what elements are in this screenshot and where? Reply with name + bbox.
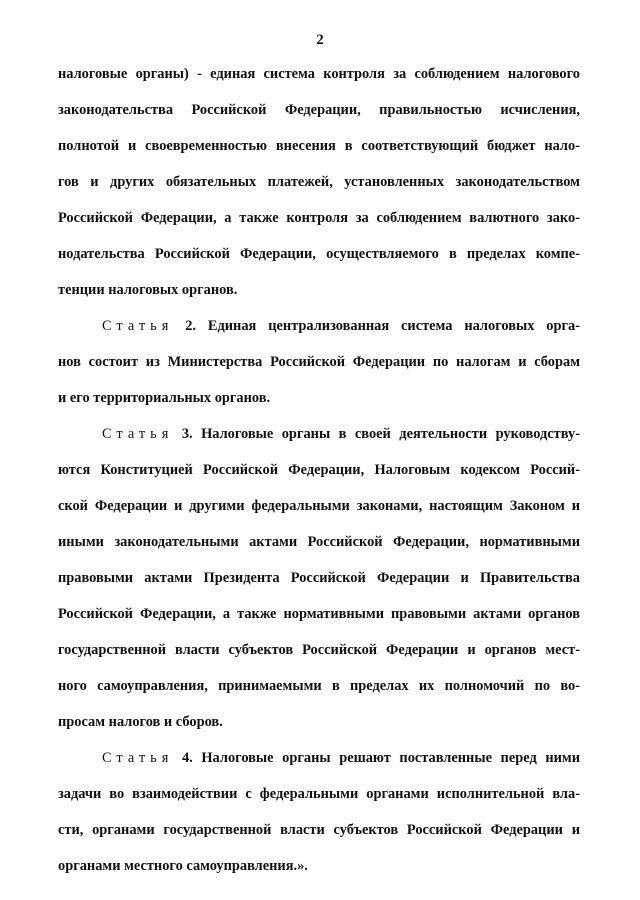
text-line: государственной власти субъектов Российской Федерации и органов мест- (58, 642, 580, 658)
text-line: ской Федерации и другими федеральными законами, настоящим Законом и (58, 498, 580, 514)
article-heading-line (58, 416, 580, 452)
article-label: Статья (102, 318, 174, 334)
text-line: сти, органами государственной власти субъектов Российской Федерации и (58, 822, 580, 838)
article-label: Статья (102, 426, 174, 442)
text-line: иными законодательными актами Российской Федерации, нормативными (58, 534, 580, 550)
article-3 (58, 416, 580, 740)
article-text: 2. Единая централизованная система налоговых орга- (185, 318, 580, 334)
article-heading-line (58, 740, 580, 776)
text-line: ются Конституцией Российской Федерации, Налоговым кодексом Россий- (58, 462, 580, 478)
text-line: тенции налоговых органов. (58, 282, 238, 298)
text-line: и его территориальных органов. (58, 390, 271, 406)
text-line: Российской Федерации, а также контроля за соблюдением валютного зако- (58, 210, 580, 226)
article-text: 4. Налоговые органы решают поставленные перед ними (181, 750, 580, 766)
text-line: налоговые органы) - единая система контроля за соблюдением налогового (58, 66, 580, 82)
text-line: гов и других обязательных платежей, установленных законодательством (58, 174, 580, 190)
text-line: нов состоит из Министерства Российской Федерации по налогам и сборам (58, 354, 580, 370)
text-line: правовыми актами Президента Российской Федерации и Правительства (58, 570, 580, 586)
text-line: полнотой и своевременностью внесения в соответствующий бюджет нало- (58, 138, 580, 154)
page-number: 2 (316, 32, 324, 48)
article-2 (58, 308, 580, 416)
text-line: задачи во взаимодействии с федеральными органами исполнительной вла- (58, 786, 580, 802)
article-text: 3. Налоговые органы в своей деятельности руководству- (181, 426, 580, 442)
text-line: Российской Федерации, а также нормативными правовыми актами органов (58, 606, 580, 622)
text-line: органами местного самоуправления.». (58, 858, 308, 874)
text-line: ного самоуправления, принимаемыми в пределах их полномочий по во- (58, 678, 580, 694)
article-label: Статья (102, 750, 174, 766)
text-line: просам налогов и сборов. (58, 714, 223, 730)
text-line: нодательства Российской Федерации, осуществляемого в пределах компе- (58, 246, 580, 262)
article-heading-line (58, 308, 580, 344)
paragraph-continuation (58, 56, 580, 308)
article-4 (58, 740, 580, 884)
document-body (58, 56, 580, 884)
text-line: законодательства Российской Федерации, правильностью исчисления, (58, 102, 580, 118)
